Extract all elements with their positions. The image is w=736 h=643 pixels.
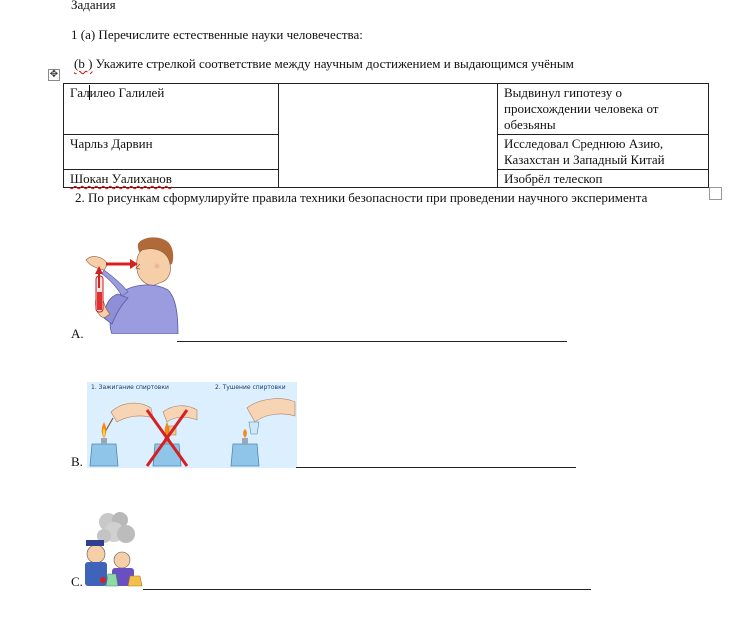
item-b-label: В. [71,454,83,469]
task1b-text: Укажите стрелкой соответствие между научным достижением и выдающимся учёным [95,56,574,71]
table-move-handle-icon[interactable]: ✥ [49,69,59,80]
table-resize-handle[interactable] [709,187,722,200]
section-title: Задания [71,0,116,12]
spirit-lamp-illustration [87,382,297,468]
scientist-cell[interactable]: Шокан Уалиханов [64,170,279,188]
achievement-cell[interactable]: Изобрёл телескоп [498,170,709,188]
task1a-text: 1 (а) Перечислите естественные науки человечества: [71,27,363,42]
answer-line-a[interactable] [177,341,567,342]
answer-line-b[interactable] [296,467,576,468]
achievement-cell[interactable]: Выдвинул гипотезу о происхождении человека от обезьяны [498,84,709,135]
scientist-cell[interactable]: Чарльз Дарвин [64,135,279,170]
task1b-marker: (b ) [74,56,93,71]
lab-accident-illustration [82,510,144,588]
caption-extinguishing: 2. Тушение спиртовки [215,384,286,391]
answer-line-c[interactable] [143,589,591,590]
caption-lighting: 1. Зажигание спиртовки [91,384,169,391]
matching-table [63,83,709,188]
task1b-line [74,56,574,72]
arrow-area-cell[interactable] [279,84,498,188]
item-c-label: С. [71,574,83,589]
task2-text: 2. По рисункам сформулируйте правила техники безопасности при проведении научного эксперимента [75,190,648,205]
achievement-cell[interactable]: Исследовал Среднюю Азию, Казахстан и Западный Китай [498,135,709,170]
scientist-cell[interactable]: Галилео Галилей [64,84,279,135]
item-a-label: А. [71,326,84,341]
boy-test-tube-illustration [82,234,180,334]
